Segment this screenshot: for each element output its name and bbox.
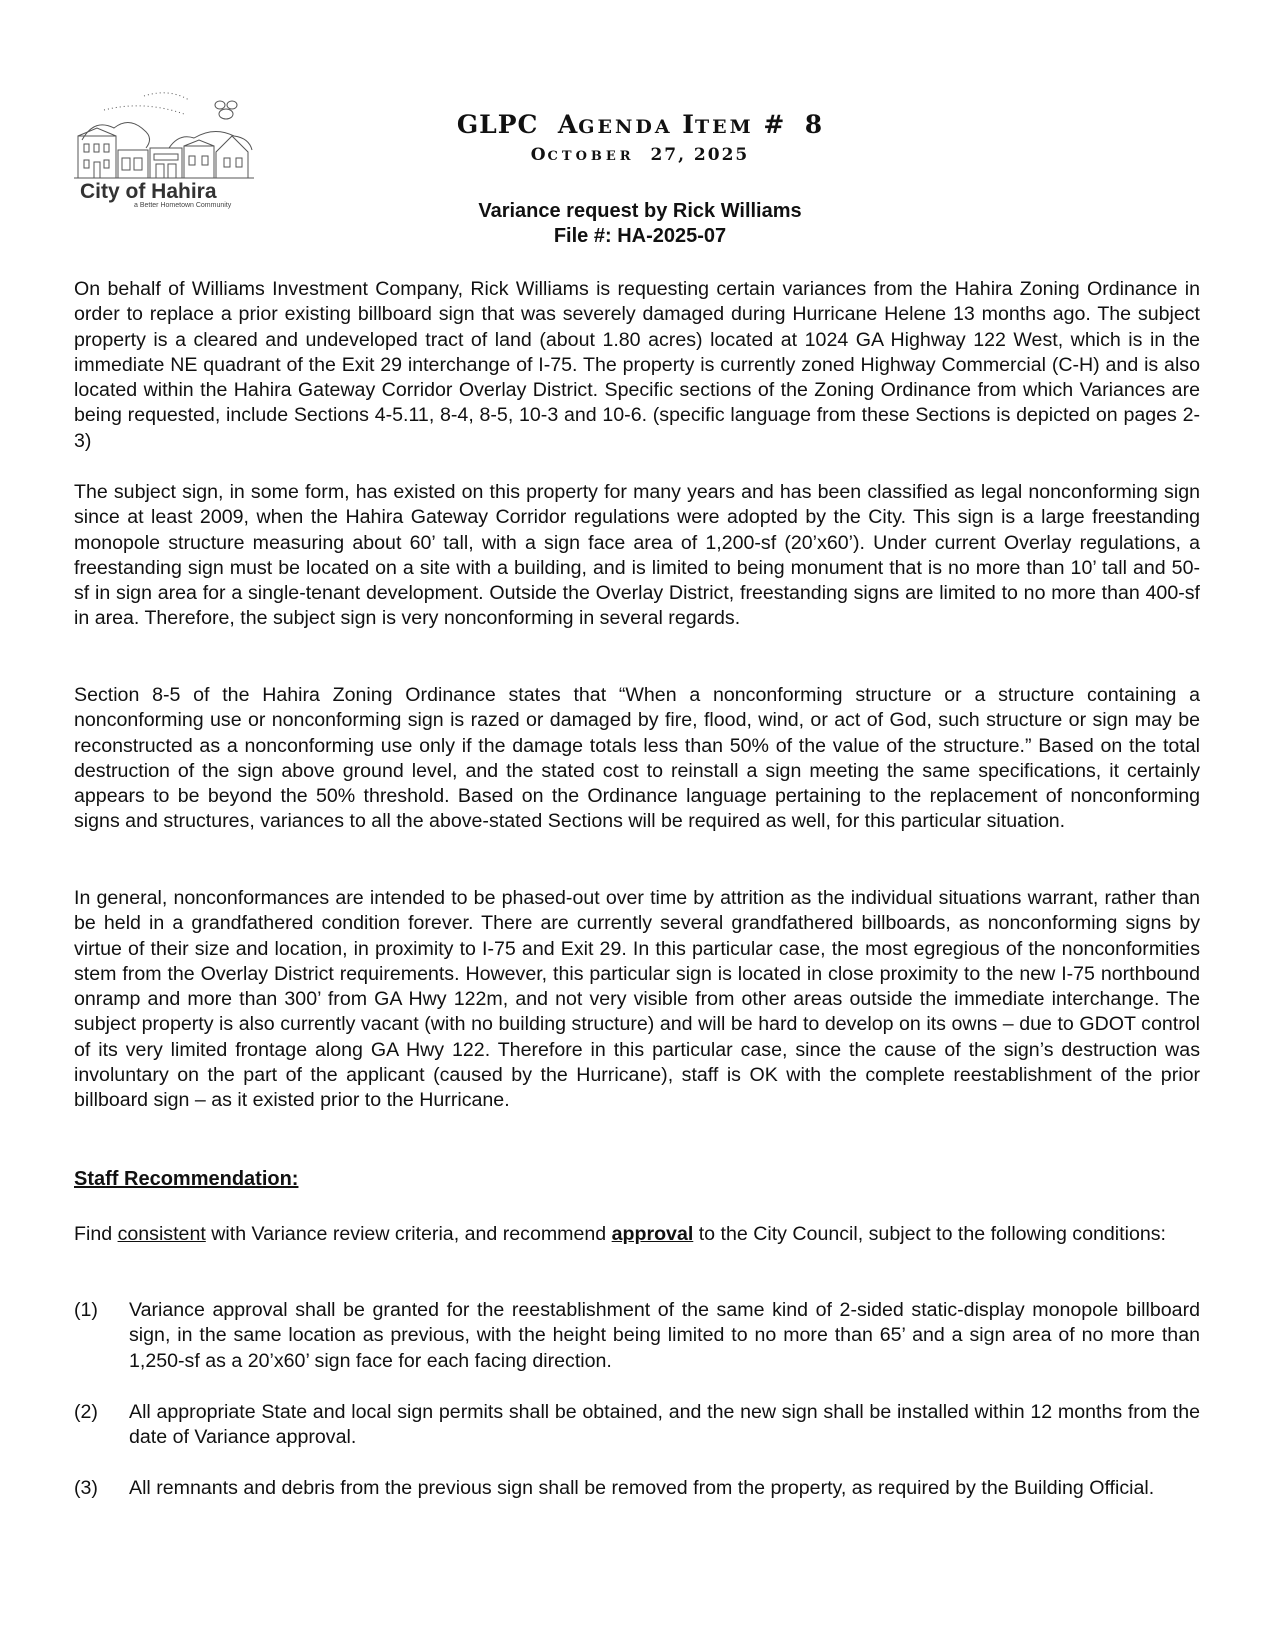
date-month: OCTOBER bbox=[530, 145, 635, 165]
agenda-word: AGENDA ITEM bbox=[557, 110, 754, 139]
body-paragraph bbox=[74, 480, 1200, 632]
paragraph-text: Section 8-5 of the Hahira Zoning Ordinance states that “When a nonconforming structure or a structure containing a nonconforming use or nonconforming sign is razed or damaged by fire, flood, wind, or act of God, such structure or sign may be reconstructed as a nonconforming use only if the damage totals less than 50% of the value of the structure.” Based on the total destruction of the sign above ground level, and the stated cost to reinstall a sign meeting the same specifications, it certainly appears to be beyond the 50% threshold. Based on the Ordinance language pertaining to the replacement of nonconforming signs and structures, variances to all the above-stated Sections will be required as well, for this particular situation. bbox=[74, 684, 1200, 833]
condition-item bbox=[74, 1298, 1200, 1374]
body-paragraph bbox=[74, 683, 1200, 835]
agenda-hash: # bbox=[763, 110, 786, 139]
staff-recommendation-heading: Staff Recommendation: bbox=[74, 1168, 299, 1190]
paragraph-text: On behalf of Williams Investment Company, Rick Williams is requesting certain variances from the Hahira Zoning Ordinance in order to replace a prior existing billboard sign that was severely damaged during Hurricane Helene 13 months ago. The subject property is a cleared and undeveloped tract of land (about 1.80 acres) located at 1024 GA Highway 122 West, which is in the immediate NE quadrant of the Exit 29 interchange of I-75. The property is currently zoned Highway Commercial (C-H) and is also located within the Hahira Gateway Corridor Overlay District. Specific sections of the Zoning Ordinance from which Variances are being requested, include Sections 4-5.11, 8-4, 8-5, 10-3 and 10-6. (specific language from these Sections is depicted on pages 2-3) bbox=[74, 278, 1200, 452]
agenda-item-title bbox=[330, 110, 950, 139]
town-skyline-illustration-icon bbox=[74, 88, 264, 183]
rec-text: Find bbox=[74, 1223, 118, 1245]
variance-subtitle: Variance request by Rick Williams bbox=[478, 200, 802, 222]
condition-text: Variance approval shall be granted for the reestablishment of the same kind of 2-sided static-display monopole billboard sign, in the same location as previous, with the height being limited to no more than 65’ and a sign area of no more than 1,250-sf as a 20’x60’ sign face for each facing direction. bbox=[129, 1299, 1200, 1372]
agenda-prefix: GLPC bbox=[456, 110, 539, 139]
body-paragraph bbox=[74, 886, 1200, 1114]
recommendation-statement bbox=[74, 1222, 1200, 1247]
paragraph-text: In general, nonconformances are intended to be phased-out over time by attrition as the individual situations warrant, rather than be held in a grandfathered condition forever. There are currently several grandfathered billboards, as nonconforming signs by virtue of their size and location, in proximity to I-75 and Exit 29. In this particular case, the most egregious of the nonconformities stem from the Overlay District requirements. However, this particular sign is located in close proximity to the new I-75 northbound onramp and more than 300’ from GA Hwy 122m, and not very visible from other areas outside the immediate interchange. The subject property is also currently vacant (with no building structure) and will be hard to develop on its owns – due to GDOT control of its very limited frontage along GA Hwy 122. Therefore in this particular case, since the cause of the sign’s destruction was involuntary on the part of the applicant (caused by the Hurricane), staff is OK with the complete reestablishment of the prior billboard sign – as it existed prior to the Hurricane. bbox=[74, 887, 1200, 1112]
rec-text: to the City Council, subject to the following conditions: bbox=[693, 1223, 1166, 1245]
city-logo bbox=[74, 88, 264, 213]
body-paragraph bbox=[74, 277, 1200, 454]
paragraph-text: The subject sign, in some form, has existed on this property for many years and has been classified as legal nonconforming sign since at least 2009, when the Hahira Gateway Corridor regulations were adopted by the City. This sign is a large freestanding monopole structure measuring about 60’ tall, with a sign face area of 1,200-sf (20’x60’). Under current Overlay regulations, a freestanding sign must be located on a site with a building, and is limited to being monument that is no more than 10’ tall and 50-sf in sign area for a single-tenant development. Outside the Overlay District, freestanding signs are limited to no more than 400-sf in area. Therefore, the subject sign is very nonconforming in several regards. bbox=[74, 481, 1200, 630]
logo-tagline: a Better Hometown Community bbox=[134, 202, 232, 209]
file-number: File #: HA-2025-07 bbox=[553, 225, 727, 247]
condition-number: (2) bbox=[74, 1401, 98, 1423]
date-day-year: 27, 2025 bbox=[650, 145, 750, 165]
condition-item bbox=[74, 1476, 1200, 1501]
condition-text: All remnants and debris from the previous sign shall be removed from the property, as required by the Building Official. bbox=[129, 1477, 1155, 1499]
meeting-date bbox=[330, 145, 950, 165]
condition-number: (3) bbox=[74, 1477, 98, 1499]
agenda-number: 8 bbox=[804, 110, 824, 139]
approval-term: approval bbox=[611, 1223, 694, 1245]
condition-number: (1) bbox=[74, 1299, 98, 1321]
logo-title: City of Hahira bbox=[80, 180, 217, 203]
condition-text: All appropriate State and local sign permits shall be obtained, and the new sign shall be installed within 12 months from the date of Variance approval. bbox=[129, 1401, 1200, 1449]
condition-item bbox=[74, 1400, 1200, 1451]
consistent-term: consistent bbox=[117, 1223, 206, 1245]
rec-text: with Variance review criteria, and recommend bbox=[205, 1223, 612, 1245]
